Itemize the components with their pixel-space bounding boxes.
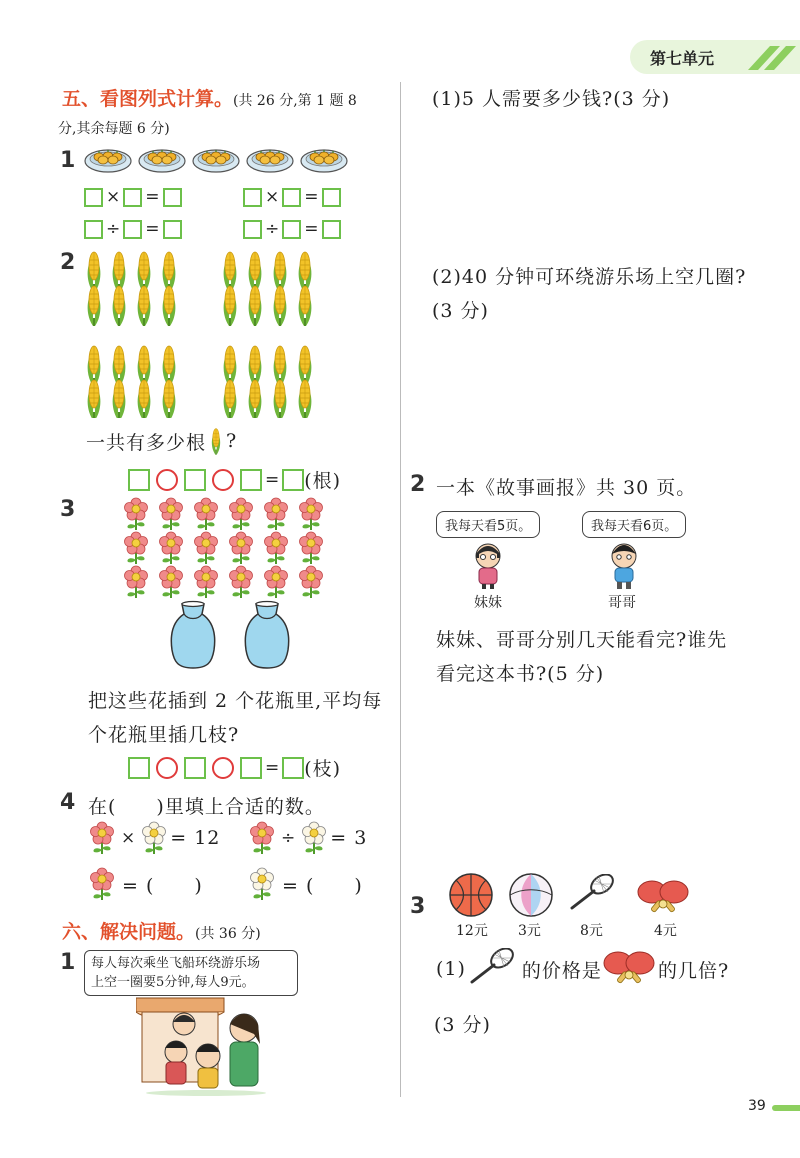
section-five-score: (共 26 分,第 1 题 8: [233, 93, 357, 109]
answer-blank[interactable]: = ( ): [122, 874, 203, 897]
boy-icon: [606, 540, 642, 590]
flower-icon: [86, 866, 118, 902]
question-score: (3 分): [434, 1014, 491, 1036]
plate-of-pumpkins-icon: [246, 145, 294, 173]
equation-row: ÷ =: [243, 219, 341, 239]
equation-row: = (根): [128, 466, 341, 493]
equation-result: = 3: [330, 827, 368, 849]
answer-box[interactable]: [84, 220, 103, 239]
plate-of-pumpkins-icon: [192, 145, 240, 173]
answer-box[interactable]: [163, 188, 182, 207]
question-text: 在( )里填上合适的数。: [88, 796, 325, 818]
ping-pong-paddles-icon: [636, 878, 692, 918]
amusement-park-illustration: [136, 996, 276, 1096]
corn-cluster: [88, 252, 176, 326]
unit-label: (根): [304, 470, 342, 492]
equation-row: ÷ =: [84, 219, 182, 239]
section-six-score: (共 36 分): [195, 926, 261, 942]
white-flower-icon: [138, 820, 170, 856]
flower-icon: [246, 820, 278, 856]
symbol-equation: [86, 866, 203, 902]
unit-label: (枝): [304, 758, 342, 780]
vase-icon: [242, 600, 292, 672]
section-five-score-cont: 分,其余每题 6 分): [58, 121, 170, 137]
pumpkin-plates: [84, 145, 348, 173]
corn-cluster: [224, 252, 312, 326]
question-text: 看完这本书?(5 分): [436, 663, 605, 685]
white-flower-icon: [246, 866, 278, 902]
answer-box[interactable]: [243, 220, 262, 239]
answer-box[interactable]: [282, 188, 301, 207]
symbol-equation: × = 12: [86, 820, 220, 856]
question-text: (1) 的价格是 的几倍?: [436, 948, 729, 990]
stripes-icon: [742, 40, 800, 74]
times-sign: ×: [106, 187, 121, 207]
answer-box[interactable]: [84, 188, 103, 207]
corn-cluster: [224, 346, 312, 418]
answer-box[interactable]: [240, 469, 262, 491]
answer-box[interactable]: [123, 220, 142, 239]
price-label: 8元: [580, 923, 603, 939]
section-six-heading: [62, 917, 261, 944]
flower-icon: [86, 820, 118, 856]
equation-row: = (枝): [128, 754, 341, 781]
answer-box[interactable]: [282, 469, 304, 491]
answer-box[interactable]: [163, 220, 182, 239]
answer-box[interactable]: [282, 220, 301, 239]
operator-circle[interactable]: [156, 757, 178, 779]
question-number: 1: [60, 148, 76, 173]
price-label: 12元: [456, 923, 488, 939]
question-text: 个花瓶里插几枝?: [88, 724, 240, 746]
page-number-bar: [772, 1105, 800, 1111]
page-number: 39: [748, 1098, 766, 1114]
white-flower-icon: [298, 820, 330, 856]
corn-question: 一共有多少根 ?: [86, 426, 237, 456]
divide-sign: ÷: [106, 219, 121, 239]
answer-box[interactable]: [123, 188, 142, 207]
subquestion-1: (1)5 人需要多少钱?(3 分): [432, 88, 671, 110]
subquestion-2: (2)40 分钟可环绕游乐场上空几圈?: [432, 266, 747, 288]
question-text: 把这些花插到 2 个花瓶里,平均每: [88, 690, 383, 712]
times-sign: ×: [265, 187, 280, 207]
question-number: 2: [410, 472, 426, 497]
symbol-equation: ÷ = 3: [246, 820, 367, 856]
plate-of-pumpkins-icon: [84, 145, 132, 173]
subquestion-2-score: (3 分): [432, 300, 489, 322]
section-six-title: 六、解决问题。: [62, 921, 196, 943]
section-five-title: 五、看图列式计算。: [62, 88, 234, 110]
section-five-heading: [62, 84, 357, 111]
corn-cluster: [88, 346, 176, 418]
answer-box[interactable]: [243, 188, 262, 207]
operator-circle[interactable]: [212, 469, 234, 491]
divide-sign: ÷: [265, 219, 280, 239]
answer-box[interactable]: [128, 469, 150, 491]
question-number: 2: [60, 250, 76, 275]
brother-label: 哥哥: [608, 595, 636, 611]
tennis-racket-icon: [466, 948, 522, 990]
plate-of-pumpkins-icon: [138, 145, 186, 173]
answer-blank[interactable]: = ( ): [282, 874, 363, 897]
column-divider: [400, 82, 401, 1097]
flower-grid: [120, 496, 332, 600]
info-box: 每人每次乘坐飞船环绕游乐场 上空一圈要5分钟,每人9元。: [84, 950, 298, 996]
equation-row: × =: [84, 187, 182, 207]
symbol-equation: [246, 866, 363, 902]
girl-icon: [470, 540, 506, 590]
answer-box[interactable]: [322, 188, 341, 207]
answer-box[interactable]: [282, 757, 304, 779]
answer-box[interactable]: [128, 757, 150, 779]
answer-box[interactable]: [184, 469, 206, 491]
question-number: 3: [410, 894, 426, 919]
question-text: 一本《故事画报》共 30 页。: [436, 477, 697, 499]
question-number: 4: [60, 790, 76, 815]
operator-circle[interactable]: [156, 469, 178, 491]
brother-speech-bubble: 我每天看6页。: [582, 511, 686, 538]
sister-speech-bubble: 我每天看5页。: [436, 511, 540, 538]
answer-box[interactable]: [322, 220, 341, 239]
question-text: 妹妹、哥哥分别几天能看完?谁先: [436, 629, 728, 651]
question-number: 1: [60, 950, 76, 975]
price-label: 4元: [654, 923, 677, 939]
corn-group: [82, 248, 322, 418]
operator-circle[interactable]: [212, 757, 234, 779]
price-label: 3元: [518, 923, 541, 939]
plate-of-pumpkins-icon: [300, 145, 348, 173]
unit-title: 第七单元: [650, 49, 715, 68]
sister-label: 妹妹: [474, 595, 502, 611]
corn-icon: [206, 426, 226, 456]
answer-box[interactable]: [184, 757, 206, 779]
equation-result: = 12: [170, 827, 221, 849]
basketball-icon: [448, 872, 494, 918]
tennis-racket-icon: [566, 874, 622, 916]
answer-box[interactable]: [240, 757, 262, 779]
beach-ball-icon: [508, 872, 554, 918]
vase-icon: [168, 600, 218, 672]
equation-row: × =: [243, 187, 341, 207]
ping-pong-paddles-icon: [602, 949, 658, 989]
question-number: 3: [60, 497, 76, 522]
